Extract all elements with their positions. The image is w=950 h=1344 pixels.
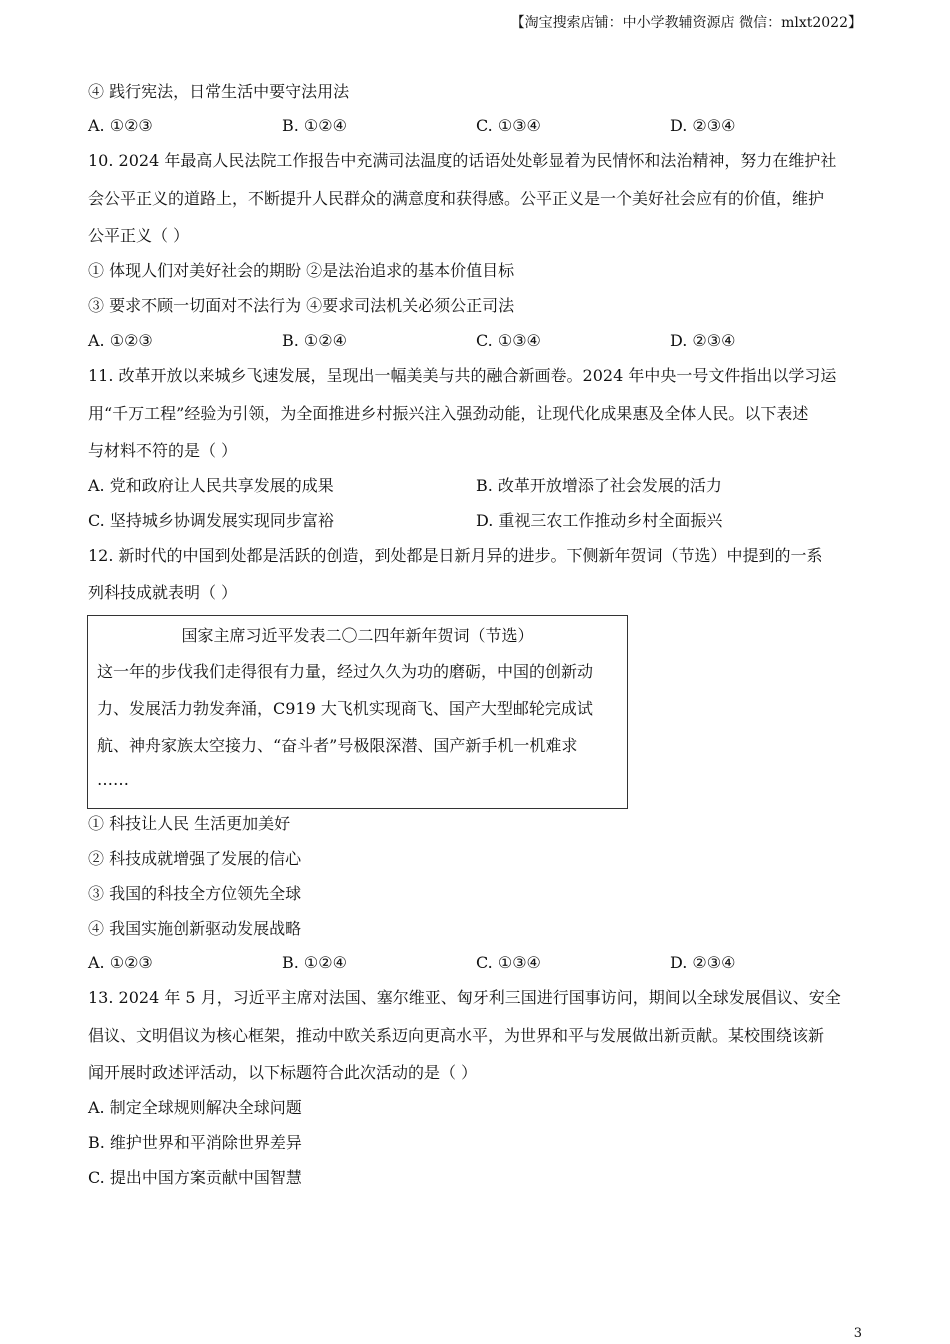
q12-box-title: 国家主席习近平发表二〇二四年新年贺词（节选） — [181, 626, 534, 645]
q12-option-c: C. ①③④ — [476, 953, 541, 972]
q10-stem-line-1: 10. 2024 年最高人民法院工作报告中充满司法温度的话语处处彰显着为民情怀和法治精神，努力在维护社 — [88, 151, 837, 170]
q12-stem-line-2: 列科技成就表明（ ） — [88, 583, 238, 602]
q11-stem-line-3: 与材料不符的是（ ） — [88, 441, 238, 460]
q11-option-d: D. 重视三农工作推动乡村全面振兴 — [476, 511, 723, 530]
q12-material-box — [87, 615, 628, 809]
q12-option-a: A. ①②③ — [88, 953, 153, 972]
q12-box-line-2: 力、发展活力勃发奔涌，C919 大飞机实现商飞、国产大型邮轮完成试 — [97, 699, 593, 718]
q13-option-c: C. 提出中国方案贡献中国智慧 — [88, 1168, 302, 1187]
q9-option-b: B. ①②④ — [282, 116, 347, 135]
q13-stem-line-3: 闻开展时政述评活动，以下标题符合此次活动的是（ ） — [88, 1063, 478, 1082]
q12-box-line-3: 航、神舟家族太空接力、“奋斗者”号极限深潜、国产新手机一机难求 — [97, 736, 578, 755]
q13-stem-line-1: 13. 2024 年 5 月，习近平主席对法国、塞尔维亚、匈牙利三国进行国事访问，期间以全球发展倡议、安全 — [88, 988, 841, 1007]
q12-item-1: ① 科技让人民 生活更加美好 — [88, 814, 291, 833]
q12-option-d: D. ②③④ — [670, 953, 736, 972]
q11-stem-line-1: 11. 改革开放以来城乡飞速发展，呈现出一幅美美与共的融合新画卷。2024 年中央一号文件指出以学习运 — [88, 366, 837, 385]
q12-item-4: ④ 我国实施创新驱动发展战略 — [88, 919, 302, 938]
q10-items-row-2: ③ 要求不顾一切面对不法行为 ④要求司法机关必须公正司法 — [88, 296, 515, 315]
q9-option-a: A. ①②③ — [88, 116, 153, 135]
q13-stem-line-2: 倡议、文明倡议为核心框架，推动中欧关系迈向更高水平，为世界和平与发展做出新贡献。某校围绕该新 — [88, 1026, 825, 1045]
q12-stem-line-1: 12. 新时代的中国到处都是活跃的创造，到处都是日新月异的进步。下侧新年贺词（节选）中提到的一系 — [88, 546, 823, 565]
q11-option-c: C. 坚持城乡协调发展实现同步富裕 — [88, 511, 334, 530]
page-header-banner: 【淘宝搜索店铺：中小学教辅资源店 微信：mlxt2022】 — [510, 15, 862, 31]
q9-option-c: C. ①③④ — [476, 116, 541, 135]
q10-stem-line-3: 公平正义（ ） — [88, 226, 190, 245]
q11-stem-line-2: 用“千万工程”经验为引领，为全面推进乡村振兴注入强劲动能，让现代化成果惠及全体人民。以下表述 — [88, 404, 809, 423]
q12-option-b: B. ①②④ — [282, 953, 347, 972]
q11-option-b: B. 改革开放增添了社会发展的活力 — [476, 476, 722, 495]
q9-option-d: D. ②③④ — [670, 116, 736, 135]
q10-option-b: B. ①②④ — [282, 331, 347, 350]
q9-item-4: ④ 践行宪法，日常生活中要守法用法 — [88, 82, 350, 101]
q11-option-a: A. 党和政府让人民共享发展的成果 — [88, 476, 334, 495]
q13-option-b: B. 维护世界和平消除世界差异 — [88, 1133, 302, 1152]
q12-box-line-1: 这一年的步伐我们走得很有力量，经过久久为功的磨砺，中国的创新动 — [97, 662, 594, 681]
q12-box-line-4: …… — [97, 770, 129, 789]
q13-option-a: A. 制定全球规则解决全球问题 — [88, 1098, 302, 1117]
q10-items-row-1: ① 体现人们对美好社会的期盼 ②是法治追求的基本价值目标 — [88, 261, 515, 280]
q10-stem-line-2: 会公平正义的道路上，不断提升人民群众的满意度和获得感。公平正义是一个美好社会应有的价值，维护 — [88, 189, 825, 208]
q10-option-a: A. ①②③ — [88, 331, 153, 350]
q12-item-3: ③ 我国的科技全方位领先全球 — [88, 884, 302, 903]
page-number: 3 — [853, 1326, 862, 1341]
q10-option-c: C. ①③④ — [476, 331, 541, 350]
q12-item-2: ② 科技成就增强了发展的信心 — [88, 849, 302, 868]
q10-option-d: D. ②③④ — [670, 331, 736, 350]
